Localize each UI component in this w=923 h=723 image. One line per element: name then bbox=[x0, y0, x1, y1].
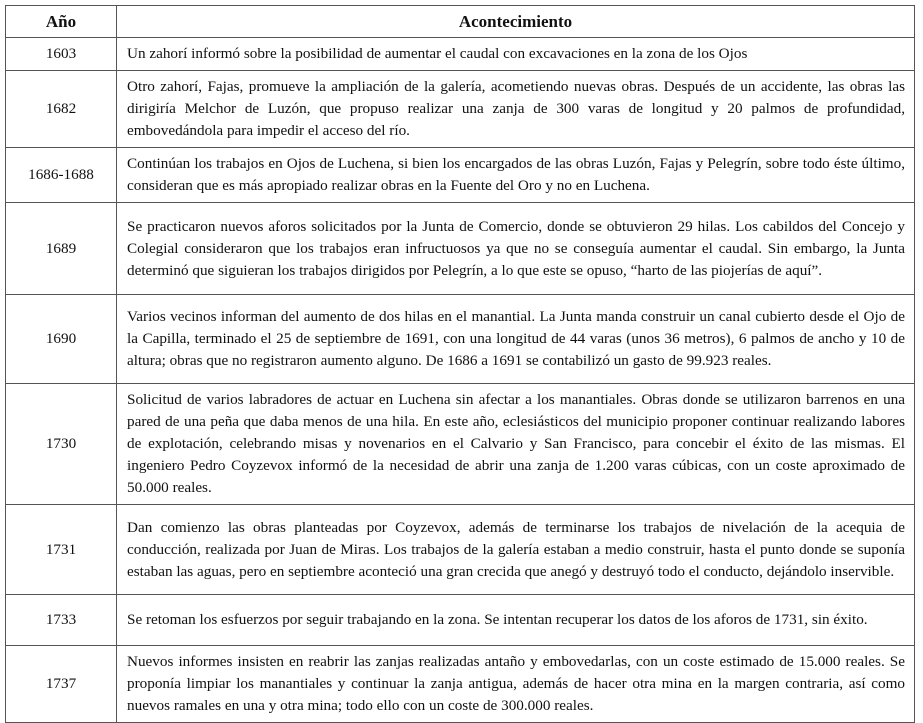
year-cell: 1730 bbox=[6, 384, 117, 505]
table-row bbox=[6, 203, 915, 295]
event-cell: Continúan los trabajos en Ojos de Luchena, si bien los encargados de las obras Luzón, Fajas y Pelegrín, sobre todo éste último, consideran que es más apropiado realizar obras en la Fuente del Oro y no en Luchena. bbox=[117, 148, 915, 203]
year-cell: 1603 bbox=[6, 38, 117, 71]
events-table bbox=[5, 5, 915, 723]
table-row bbox=[6, 295, 915, 384]
year-cell: 1737 bbox=[6, 646, 117, 723]
event-cell: Un zahorí informó sobre la posibilidad de aumentar el caudal con excavaciones en la zona de los Ojos bbox=[117, 38, 915, 71]
table-row bbox=[6, 148, 915, 203]
year-cell: 1682 bbox=[6, 71, 117, 148]
year-cell: 1689 bbox=[6, 203, 117, 295]
year-cell: 1731 bbox=[6, 505, 117, 595]
table-row bbox=[6, 38, 915, 71]
event-cell: Otro zahorí, Fajas, promueve la ampliación de la galería, acometiendo nuevas obras. Después de un accidente, las obras las dirigiría Melchor de Luzón, que propuso realizar una zanja de 300 varas de longitud y 20 palmos de profundidad, embovedándola para impedir el acceso del río. bbox=[117, 71, 915, 148]
header-row bbox=[6, 6, 915, 38]
event-cell: Se retoman los esfuerzos por seguir trabajando en la zona. Se intentan recuperar los datos de los aforos de 1731, sin éxito. bbox=[117, 595, 915, 646]
header-year: Año bbox=[6, 6, 117, 38]
year-cell: 1686-1688 bbox=[6, 148, 117, 203]
year-cell: 1733 bbox=[6, 595, 117, 646]
event-cell: Varios vecinos informan del aumento de dos hilas en el manantial. La Junta manda construir un canal cubierto desde el Ojo de la Capilla, terminado el 25 de septiembre de 1691, con una longitud de 44 varas (unos 36 metros), 6 palmos de ancho y 10 de altura; obras que no registraron aumento alguno. De 1686 a 1691 se contabilizó un gasto de 99.923 reales. bbox=[117, 295, 915, 384]
table-row bbox=[6, 71, 915, 148]
event-cell: Solicitud de varios labradores de actuar en Luchena sin afectar a los manantiales. Obras donde se utilizaron barrenos en una pared de una peña que daba menos de una hila. En este año, eclesiásticos del municipio proponer continuar realizando labores de explotación, celebrando misas y novenarios en el Calvario y San Francisco, para concebir el éxito de las mismas. El ingeniero Pedro Coyzevox informó de la necesidad de abrir una zanja de 1.200 varas cúbicas, con un coste aproximado de 50.000 reales. bbox=[117, 384, 915, 505]
table-row bbox=[6, 595, 915, 646]
event-cell: Nuevos informes insisten en reabrir las zanjas realizadas antaño y embovedarlas, con un coste estimado de 15.000 reales. Se proponía limpiar los manantiales y continuar la zanja antigua, además de hacer otra mina en la margen contraria, así como nuevos ramales en una y otra mina; todo ello con un coste de 300.000 reales. bbox=[117, 646, 915, 723]
event-cell: Se practicaron nuevos aforos solicitados por la Junta de Comercio, donde se obtuvieron 29 hilas. Los cabildos del Concejo y Colegial consideraron que los trabajos eran infructuosos ya que no se conseguía aumentar el caudal. Sin embargo, la Junta determinó que siguieran los trabajos dirigidos por Pelegrín, a lo que este se opuso, “harto de las piojerías de aquí”. bbox=[117, 203, 915, 295]
event-cell: Dan comienzo las obras planteadas por Coyzevox, además de terminarse los trabajos de nivelación de la acequia de conducción, realizada por Juan de Miras. Los trabajos de la galería estaban a medio construir, hasta el punto donde se suponía estaban las aguas, pero en septiembre aconteció una gran crecida que anegó y destruyó todo el conducto, dejándolo inservible. bbox=[117, 505, 915, 595]
table-row bbox=[6, 384, 915, 505]
header-event: Acontecimiento bbox=[117, 6, 915, 38]
table-row bbox=[6, 646, 915, 723]
year-cell: 1690 bbox=[6, 295, 117, 384]
table-row bbox=[6, 505, 915, 595]
